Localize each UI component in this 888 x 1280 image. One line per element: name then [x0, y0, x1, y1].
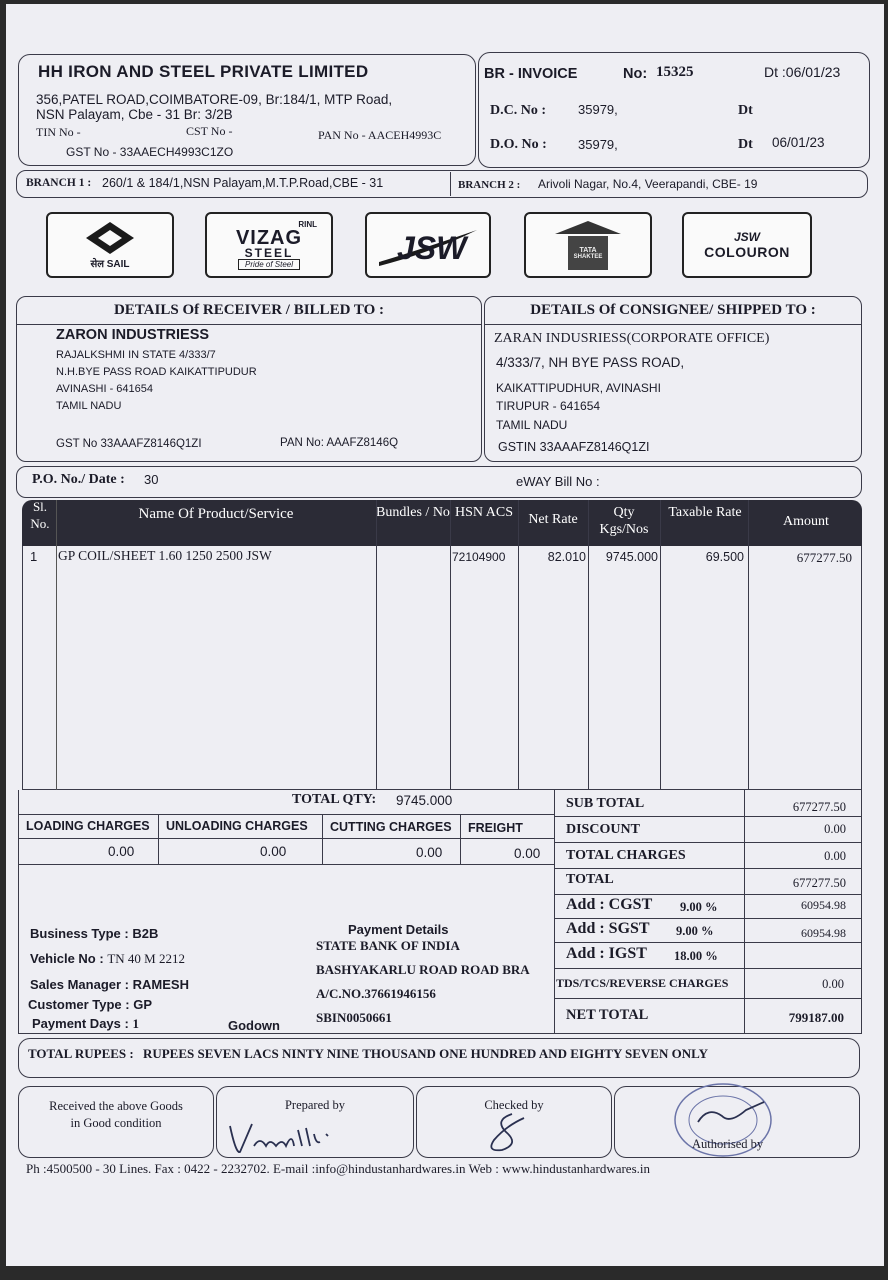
authorised-label: Authorised by [692, 1137, 764, 1151]
cst-label: CST No - [186, 124, 233, 138]
total-charges: 0.00 [824, 849, 846, 863]
consignee-box [484, 296, 862, 462]
receiver-heading: DETAILS Of RECEIVER / BILLED TO : [113, 302, 385, 318]
bank-branch: BASHYAKARLU ROAD ROAD BRA [316, 962, 530, 977]
company-address-1: 356,PATEL ROAD,COIMBATORE-09, Br:184/1, MTP Road, [36, 92, 393, 107]
consignee-line1: 4/333/7, NH BYE PASS ROAD, [496, 355, 685, 370]
invoice-no: 15325 [656, 64, 694, 80]
customer-type: GP [133, 997, 153, 1012]
branch1-address: 260/1 & 184/1,NSN Palayam,M.T.P.Road,CBE - 31 [102, 176, 384, 190]
receiver-line1: RAJALKSHMI IN STATE 4/333/7 [56, 349, 216, 361]
total-label: TOTAL [566, 872, 614, 887]
cgst-label: Add : CGST [566, 896, 653, 913]
jsw-text: JSW [397, 230, 467, 266]
company-address-2: NSN Palayam, Cbe - 31 Br: 3/2B [36, 107, 233, 122]
sail-logo [46, 212, 174, 278]
total: 677277.50 [792, 876, 846, 890]
net-total-label: NET TOTAL [566, 1007, 649, 1023]
payment-days: 1 [132, 1016, 139, 1031]
invoice-no-label: No: [623, 66, 648, 82]
row-rate: 82.010 [547, 550, 586, 564]
net-total: 799187.00 [788, 1010, 844, 1025]
branch2-label: BRANCH 2 : [458, 179, 521, 191]
consignee-name: ZARAN INDUSRIESS(CORPORATE OFFICE) [494, 331, 770, 346]
invoice-date: Dt :06/01/23 [764, 64, 841, 80]
sub-total: 677277.50 [792, 800, 846, 814]
cutting-charges-label: CUTTING CHARGES [330, 820, 452, 834]
branch2-address: Arivoli Nagar, No.4, Veerapandi, CBE- 19 [538, 177, 758, 191]
col-rate: Net Rate [528, 512, 578, 527]
igst-rate: 18.00 % [674, 949, 718, 963]
consignee-line3: TIRUPUR - 641654 [496, 399, 601, 413]
consignee-line2: KAIKATTIPUDHUR, AVINASHI [496, 381, 661, 395]
loading-charges: 0.00 [108, 844, 135, 859]
sgst-amount: 60954.98 [801, 926, 846, 940]
total-qty: 9745.000 [396, 793, 453, 808]
cgst-amount: 60954.98 [801, 898, 846, 912]
cgst-rate: 9.00 % [680, 900, 718, 914]
col-bundles: Bundles / No [376, 505, 450, 520]
vizag-tagline: Pride of Steel [238, 259, 300, 270]
col-name: Name Of Product/Service [138, 506, 294, 522]
row-hsn: 72104900 [452, 550, 506, 564]
business-type: B2B [132, 926, 159, 941]
do-label: D.O. No : [490, 137, 547, 152]
do-no: 35979, [578, 137, 618, 152]
invoice-title: BR - INVOICE [484, 66, 578, 82]
jsw-logo [365, 212, 491, 278]
vizag-steel-text: STEEL [244, 246, 294, 260]
vizag-steel-logo [205, 212, 333, 278]
total-charges-label: TOTAL CHARGES [566, 848, 686, 863]
sail-emblem-icon [82, 220, 138, 256]
sales-manager: RAMESH [132, 977, 189, 992]
company-pan: PAN No - AACEH4993C [318, 128, 442, 142]
row-qty: 9745.000 [605, 550, 658, 564]
receiver-heading-line [16, 324, 482, 325]
loading-charges-label: LOADING CHARGES [26, 819, 150, 833]
vizag-text: VIZAG [235, 227, 303, 249]
payment-heading: Payment Details [348, 922, 449, 937]
discount: 0.00 [824, 822, 846, 836]
row-amount: 677277.50 [796, 550, 852, 565]
total-words-label: TOTAL RUPEES : [28, 1046, 134, 1061]
branch1-label: BRANCH 1 : [26, 177, 92, 189]
col-taxable: Taxable Rate [668, 505, 742, 520]
po-value: 30 [144, 472, 159, 487]
vehicle-label: Vehicle No : [30, 951, 104, 966]
row-taxable: 69.500 [705, 550, 744, 564]
dc-label: D.C. No : [490, 103, 546, 118]
row-sl: 1 [30, 549, 38, 564]
received-text: Received the above Goods [49, 1099, 183, 1113]
colouron-jsw-text: JSW [733, 230, 760, 244]
tds-label: TDS/TCS/REVERSE CHARGES [556, 976, 729, 990]
checked-signature-icon [476, 1110, 536, 1156]
freight-label: FREIGHT [468, 821, 523, 835]
consignee-gstin: GSTIN 33AAAFZ8146Q1ZI [498, 440, 650, 454]
received-text-2: in Good condition [70, 1116, 162, 1130]
po-label: P.O. No./ Date : [32, 472, 125, 487]
consignee-heading: DETAILS Of CONSIGNEE/ SHIPPED TO : [530, 302, 816, 318]
tata-shaktee-logo [524, 212, 652, 278]
col-amount: Amount [783, 514, 829, 529]
roof-icon [553, 220, 623, 236]
sub-total-label: SUB TOTAL [566, 796, 645, 811]
eway-label: eWAY Bill No : [516, 474, 600, 489]
company-gst: GST No - 33AAECH4993C1ZO [66, 145, 234, 159]
cutting-charges: 0.00 [416, 845, 443, 860]
sail-text: सेल SAIL [90, 259, 130, 270]
tin-label: TIN No - [36, 125, 81, 139]
tata-sub-text: SHAKTEE [573, 253, 603, 260]
dc-date-label: Dt [738, 103, 753, 118]
colouron-text: COLOURON [704, 244, 790, 260]
vizag-top: RINL [298, 220, 317, 229]
total-words: RUPEES SEVEN LACS NINTY NINE THOUSAND ONE HUNDRED AND EIGHTY SEVEN ONLY [142, 1046, 708, 1061]
receiver-gst: GST No 33AAAFZ8146Q1ZI [56, 438, 202, 450]
bank-name: STATE BANK OF INDIA [316, 938, 460, 953]
tds-amount: 0.00 [822, 977, 844, 991]
footer-contact: Ph :4500500 - 30 Lines. Fax : 0422 - 2232702. E-mail :info@hindustanhardwares.in Web : www.hindustanhardwares.in [26, 1161, 650, 1176]
do-date-label: Dt [738, 137, 753, 152]
receiver-name: ZARON INDUSTRIESS [56, 327, 210, 343]
po-row [16, 466, 862, 498]
dc-no: 35979, [578, 102, 618, 117]
total-qty-label: TOTAL QTY: [292, 792, 377, 807]
tata-text: TATA [579, 246, 597, 254]
godown-label: Godown [228, 1018, 280, 1033]
prepared-signature-icon [226, 1118, 356, 1156]
vehicle-no: TN 40 M 2212 [107, 951, 185, 966]
consignee-heading-line [484, 324, 862, 325]
sgst-label: Add : SGST [566, 920, 650, 937]
col-hsn: HSN ACS [455, 505, 513, 520]
receiver-line4: TAMIL NADU [56, 400, 122, 412]
col-sl: Sl. No. [30, 499, 50, 531]
unloading-charges-label: UNLOADING CHARGES [166, 819, 308, 833]
branch-divider [450, 172, 451, 196]
receiver-pan: PAN No: AAAFZ8146Q [280, 437, 399, 449]
sales-manager-label: Sales Manager : [30, 977, 129, 992]
prepared-label: Prepared by [284, 1098, 346, 1112]
row-product: GP COIL/SHEET 1.60 1250 2500 JSW [58, 548, 272, 563]
bank-ifsc: SBIN0050661 [316, 1010, 392, 1025]
col-qty: Qty Kgs/Nos [599, 505, 649, 537]
payment-days-label: Payment Days : [32, 1016, 129, 1031]
checked-label: Checked by [484, 1098, 544, 1112]
unloading-charges: 0.00 [260, 844, 287, 859]
customer-type-label: Customer Type : [28, 997, 130, 1012]
discount-label: DISCOUNT [566, 822, 640, 837]
freight: 0.00 [514, 846, 541, 861]
company-name: HH IRON AND STEEL PRIVATE LIMITED [38, 62, 369, 81]
receiver-line2: N.H.BYE PASS ROAD KAIKATTIPUDUR [56, 366, 257, 378]
receiver-line3: AVINASHI - 641654 [56, 383, 154, 395]
bank-account: A/C.NO.37661946156 [316, 986, 436, 1001]
do-date: 06/01/23 [772, 135, 825, 150]
consignee-line4: TAMIL NADU [496, 418, 568, 432]
sgst-rate: 9.00 % [676, 924, 714, 938]
jsw-colouron-logo [682, 212, 812, 278]
table-body [22, 546, 862, 790]
igst-label: Add : IGST [566, 945, 647, 962]
business-type-label: Business Type : [30, 926, 129, 941]
